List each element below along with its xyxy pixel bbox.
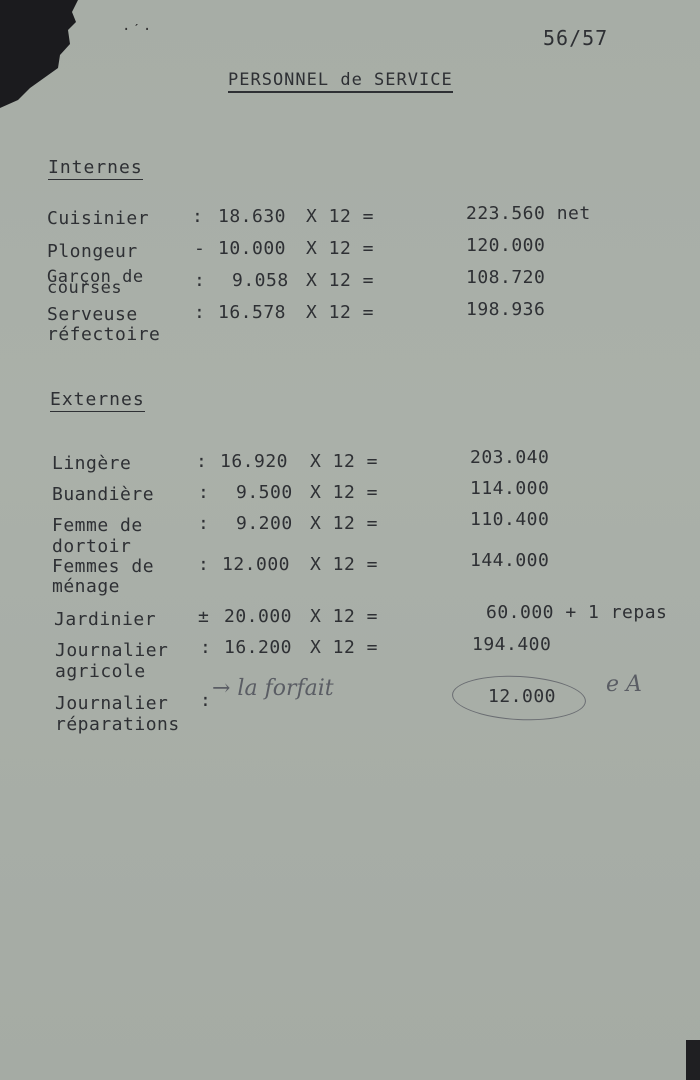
row-label: Plongeur bbox=[47, 241, 138, 262]
row-total: 198.936 bbox=[466, 299, 546, 320]
row-separator: - bbox=[194, 238, 206, 259]
row-label: Journalier réparations bbox=[55, 693, 180, 735]
row-multiplier: X 12 = bbox=[306, 270, 375, 291]
row-label: Serveuse réfectoire bbox=[47, 304, 161, 345]
row-wage: 16.920 bbox=[220, 451, 289, 472]
row-wage: 10.000 bbox=[218, 238, 287, 259]
row-multiplier: X 12 = bbox=[310, 554, 379, 575]
row-multiplier: X 12 = bbox=[310, 513, 379, 534]
row-label: Journalier agricole bbox=[55, 640, 169, 682]
row-total: 194.400 bbox=[472, 634, 552, 655]
row-total: 110.400 bbox=[470, 509, 550, 530]
row-separator: : bbox=[200, 637, 212, 658]
row-total: 108.720 bbox=[466, 267, 546, 288]
row-label: Femmes de ménage bbox=[52, 556, 155, 597]
row-label: Lingère bbox=[52, 453, 132, 474]
row-multiplier: X 12 = bbox=[310, 451, 379, 472]
row-total: 12.000 bbox=[488, 686, 557, 707]
row-total: 223.560 net bbox=[466, 203, 591, 224]
row-separator: : bbox=[200, 690, 212, 711]
row-separator: ± bbox=[198, 606, 210, 627]
handwritten-note: → la forfait bbox=[212, 676, 334, 701]
row-separator: : bbox=[194, 270, 206, 291]
row-separator: : bbox=[198, 513, 210, 534]
ink-speck: ·ˊ· bbox=[122, 22, 154, 38]
row-wage: 16.578 bbox=[218, 302, 287, 323]
torn-corner bbox=[0, 0, 78, 110]
row-multiplier: X 12 = bbox=[310, 637, 379, 658]
page-number: 56/57 bbox=[543, 26, 609, 50]
row-wage: 9.200 bbox=[236, 513, 293, 534]
row-label: Buandière bbox=[52, 484, 155, 505]
handwritten-circle bbox=[451, 673, 587, 724]
row-separator: : bbox=[196, 451, 208, 472]
row-wage: 9.500 bbox=[236, 482, 293, 503]
section-heading-externes: Externes bbox=[50, 389, 145, 410]
row-multiplier: X 12 = bbox=[306, 238, 375, 259]
row-multiplier: X 12 = bbox=[306, 206, 375, 227]
section-heading-internes: Internes bbox=[48, 157, 143, 178]
row-total: 120.000 bbox=[466, 235, 546, 256]
row-total: 114.000 bbox=[470, 478, 550, 499]
handwritten-note-right: e A bbox=[606, 672, 642, 697]
row-multiplier: X 12 = bbox=[310, 606, 379, 627]
row-separator: : bbox=[194, 302, 206, 323]
row-separator: : bbox=[198, 482, 210, 503]
row-label: Femme de dortoir bbox=[52, 515, 143, 557]
page-title: PERSONNEL de SERVICE bbox=[228, 70, 453, 93]
row-total: 144.000 bbox=[470, 550, 550, 571]
row-total: 60.000 + 1 repas bbox=[486, 602, 668, 623]
row-wage: 12.000 bbox=[222, 554, 291, 575]
row-wage: 9.058 bbox=[232, 270, 289, 291]
row-wage: 18.630 bbox=[218, 206, 287, 227]
row-separator: : bbox=[198, 554, 210, 575]
row-total: 203.040 bbox=[470, 447, 550, 468]
page-edge-shadow bbox=[686, 1040, 700, 1080]
row-multiplier: X 12 = bbox=[310, 482, 379, 503]
row-label: Cuisinier bbox=[47, 208, 150, 229]
row-label: Jardinier bbox=[54, 609, 157, 630]
row-wage: 16.200 bbox=[224, 637, 293, 658]
row-wage: 20.000 bbox=[224, 606, 293, 627]
row-label: Garçon de courses bbox=[47, 267, 144, 298]
row-multiplier: X 12 = bbox=[306, 302, 375, 323]
row-separator: : bbox=[192, 206, 204, 227]
